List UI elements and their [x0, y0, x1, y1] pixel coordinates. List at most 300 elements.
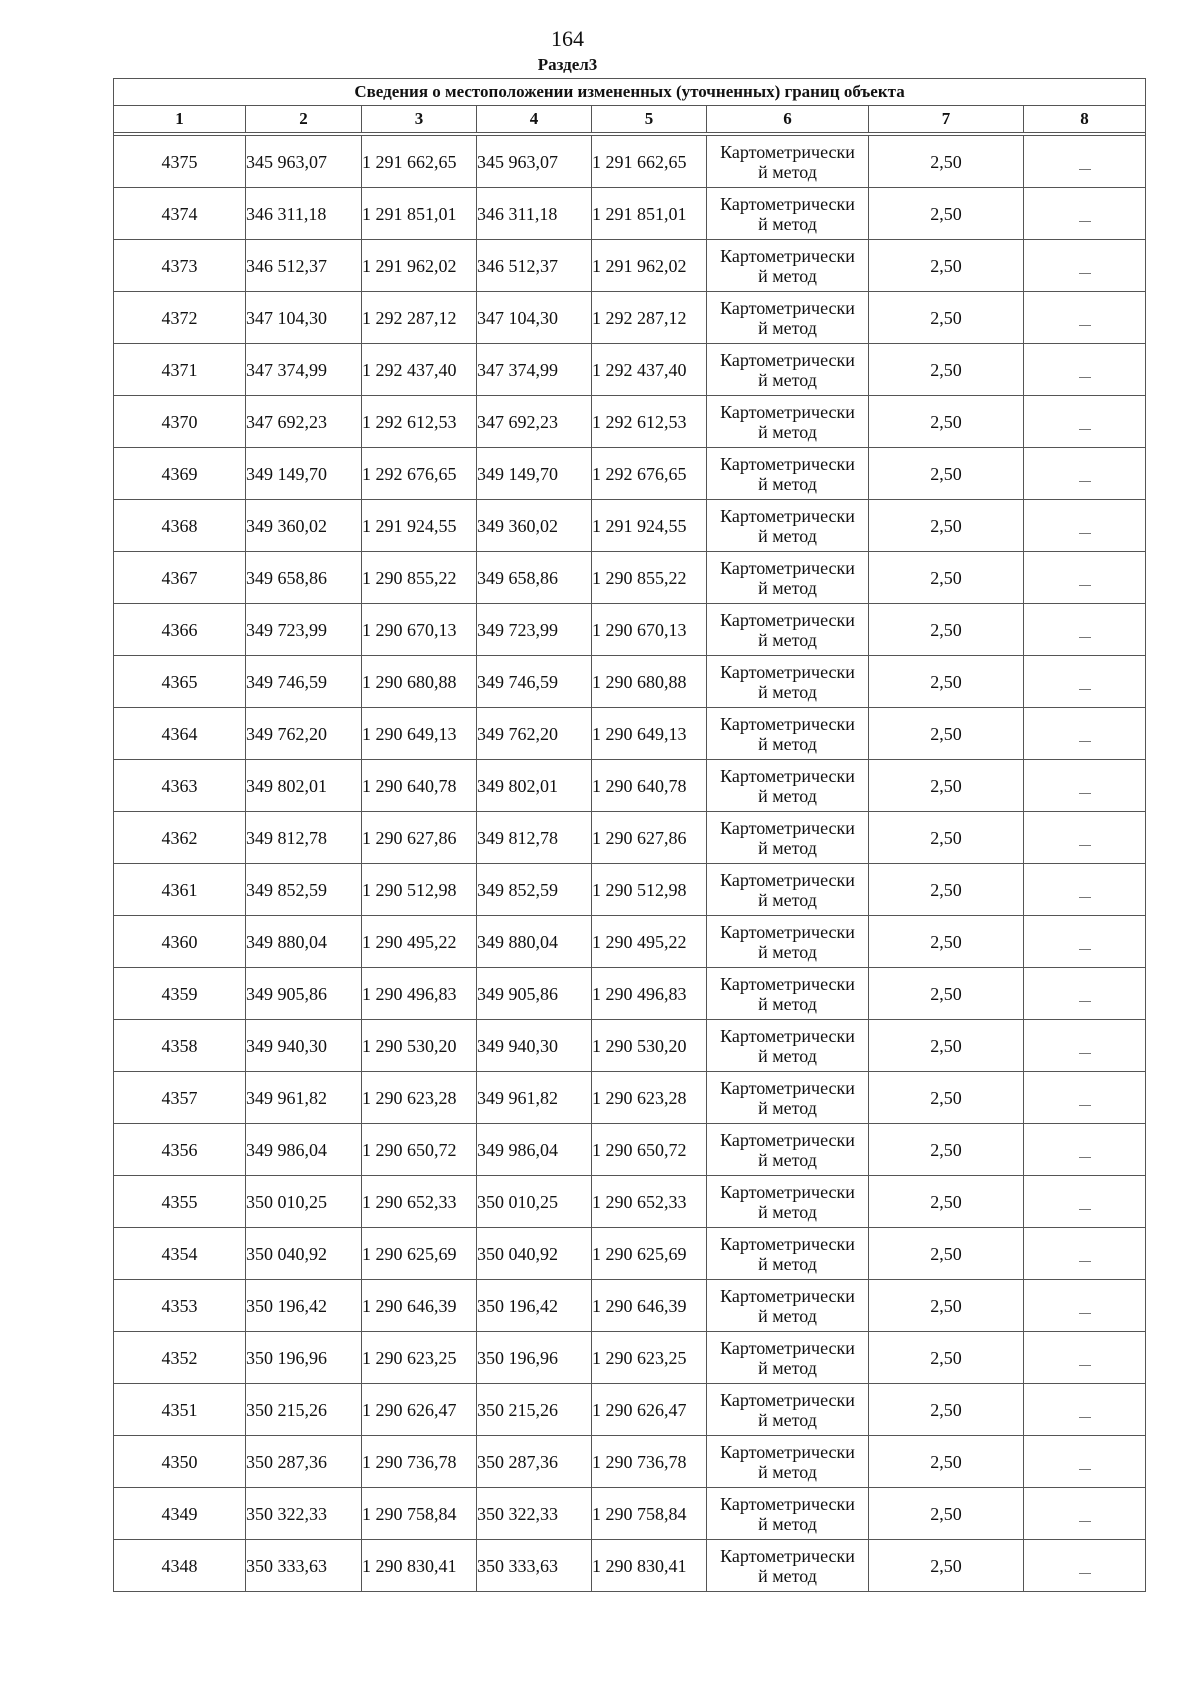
dash-mark [1079, 949, 1091, 950]
x-coordinate-new-cell: 349 812,78 [477, 812, 592, 864]
y-coordinate-new-cell: 1 290 495,22 [592, 916, 707, 968]
dash-mark [1079, 533, 1091, 534]
empty-value-cell [1024, 760, 1146, 812]
y-coordinate-cell: 1 290 670,13 [362, 604, 477, 656]
y-coordinate-new-cell: 1 292 612,53 [592, 396, 707, 448]
column-number: 2 [246, 106, 362, 133]
table-row [114, 916, 1146, 968]
accuracy-cell: 2,50 [869, 812, 1024, 864]
point-number-cell: 4363 [114, 760, 246, 812]
point-number-cell: 4362 [114, 812, 246, 864]
method-cell [707, 448, 869, 500]
x-coordinate-cell: 349 852,59 [246, 864, 362, 916]
method-cell [707, 1436, 869, 1488]
empty-value-cell [1024, 1072, 1146, 1124]
x-coordinate-cell: 346 512,37 [246, 240, 362, 292]
accuracy-cell: 2,50 [869, 188, 1024, 240]
empty-value-cell [1024, 812, 1146, 864]
accuracy-cell: 2,50 [869, 552, 1024, 604]
dash-mark [1079, 1105, 1091, 1106]
dash-mark [1079, 1157, 1091, 1158]
method-line-2: й метод [758, 161, 817, 182]
method-line-2: й метод [758, 993, 817, 1014]
table-row [114, 240, 1146, 292]
table-row [114, 604, 1146, 656]
x-coordinate-cell: 350 040,92 [246, 1228, 362, 1280]
y-coordinate-cell: 1 290 625,69 [362, 1228, 477, 1280]
method-line-1: Картометрически [720, 1025, 855, 1046]
empty-value-cell [1024, 656, 1146, 708]
point-number-cell: 4359 [114, 968, 246, 1020]
column-number: 6 [707, 106, 869, 133]
column-number-row [114, 106, 1146, 133]
table-row [114, 344, 1146, 396]
method-line-2: й метод [758, 1409, 817, 1430]
method-cell [707, 1124, 869, 1176]
method-line-1: Картометрически [720, 1129, 855, 1150]
method-cell [707, 188, 869, 240]
table-row [114, 760, 1146, 812]
point-number-cell: 4350 [114, 1436, 246, 1488]
point-number-cell: 4367 [114, 552, 246, 604]
y-coordinate-cell: 1 290 623,25 [362, 1332, 477, 1384]
table-caption-row [114, 79, 1146, 106]
dash-mark [1079, 1001, 1091, 1002]
y-coordinate-cell: 1 290 495,22 [362, 916, 477, 968]
method-cell [707, 1332, 869, 1384]
x-coordinate-new-cell: 349 880,04 [477, 916, 592, 968]
method-cell [707, 1280, 869, 1332]
table-row [114, 292, 1146, 344]
x-coordinate-cell: 350 196,42 [246, 1280, 362, 1332]
y-coordinate-new-cell: 1 290 758,84 [592, 1488, 707, 1540]
accuracy-cell: 2,50 [869, 344, 1024, 396]
dash-mark [1079, 429, 1091, 430]
accuracy-cell: 2,50 [869, 1332, 1024, 1384]
method-line-2: й метод [758, 369, 817, 390]
y-coordinate-cell: 1 292 612,53 [362, 396, 477, 448]
empty-value-cell [1024, 1436, 1146, 1488]
empty-value-cell [1024, 968, 1146, 1020]
method-cell [707, 136, 869, 188]
y-coordinate-cell: 1 292 676,65 [362, 448, 477, 500]
y-coordinate-cell: 1 290 640,78 [362, 760, 477, 812]
table-row [114, 1176, 1146, 1228]
empty-value-cell [1024, 864, 1146, 916]
method-cell [707, 656, 869, 708]
method-line-1: Картометрически [720, 765, 855, 786]
point-number-cell: 4375 [114, 136, 246, 188]
method-line-1: Картометрически [720, 921, 855, 942]
y-coordinate-cell: 1 290 512,98 [362, 864, 477, 916]
x-coordinate-new-cell: 349 360,02 [477, 500, 592, 552]
table-row [114, 396, 1146, 448]
point-number-cell: 4355 [114, 1176, 246, 1228]
x-coordinate-cell: 350 322,33 [246, 1488, 362, 1540]
x-coordinate-cell: 350 196,96 [246, 1332, 362, 1384]
x-coordinate-cell: 349 986,04 [246, 1124, 362, 1176]
method-line-1: Картометрически [720, 661, 855, 682]
table-row [114, 812, 1146, 864]
point-number-cell: 4366 [114, 604, 246, 656]
x-coordinate-new-cell: 347 374,99 [477, 344, 592, 396]
x-coordinate-cell: 349 762,20 [246, 708, 362, 760]
dash-mark [1079, 1573, 1091, 1574]
x-coordinate-cell: 345 963,07 [246, 136, 362, 188]
empty-value-cell [1024, 1124, 1146, 1176]
y-coordinate-new-cell: 1 291 962,02 [592, 240, 707, 292]
dash-mark [1079, 585, 1091, 586]
method-line-2: й метод [758, 525, 817, 546]
method-cell [707, 1176, 869, 1228]
dash-mark [1079, 1365, 1091, 1366]
point-number-cell: 4356 [114, 1124, 246, 1176]
column-number: 3 [362, 106, 477, 133]
empty-value-cell [1024, 1228, 1146, 1280]
dash-mark [1079, 897, 1091, 898]
accuracy-cell: 2,50 [869, 1436, 1024, 1488]
accuracy-cell: 2,50 [869, 604, 1024, 656]
method-line-2: й метод [758, 837, 817, 858]
accuracy-cell: 2,50 [869, 136, 1024, 188]
x-coordinate-cell: 347 692,23 [246, 396, 362, 448]
method-cell [707, 604, 869, 656]
empty-value-cell [1024, 1540, 1146, 1592]
point-number-cell: 4351 [114, 1384, 246, 1436]
y-coordinate-new-cell: 1 290 512,98 [592, 864, 707, 916]
empty-value-cell [1024, 136, 1146, 188]
y-coordinate-cell: 1 291 662,65 [362, 136, 477, 188]
y-coordinate-new-cell: 1 291 851,01 [592, 188, 707, 240]
point-number-cell: 4368 [114, 500, 246, 552]
point-number-cell: 4372 [114, 292, 246, 344]
dash-mark [1079, 273, 1091, 274]
x-coordinate-new-cell: 349 905,86 [477, 968, 592, 1020]
x-coordinate-new-cell: 349 658,86 [477, 552, 592, 604]
method-line-2: й метод [758, 785, 817, 806]
table-row [114, 1124, 1146, 1176]
column-number: 8 [1024, 106, 1146, 133]
point-number-cell: 4360 [114, 916, 246, 968]
method-line-2: й метод [758, 1305, 817, 1326]
method-cell [707, 396, 869, 448]
y-coordinate-new-cell: 1 290 680,88 [592, 656, 707, 708]
method-cell [707, 1488, 869, 1540]
x-coordinate-cell: 349 149,70 [246, 448, 362, 500]
x-coordinate-new-cell: 349 986,04 [477, 1124, 592, 1176]
y-coordinate-new-cell: 1 290 736,78 [592, 1436, 707, 1488]
accuracy-cell: 2,50 [869, 448, 1024, 500]
method-cell [707, 1540, 869, 1592]
method-cell [707, 500, 869, 552]
method-cell [707, 968, 869, 1020]
y-coordinate-cell: 1 290 736,78 [362, 1436, 477, 1488]
point-number-cell: 4358 [114, 1020, 246, 1072]
accuracy-cell: 2,50 [869, 1176, 1024, 1228]
point-number-cell: 4354 [114, 1228, 246, 1280]
empty-value-cell [1024, 1488, 1146, 1540]
section-title: Раздел3 [537, 55, 598, 74]
y-coordinate-cell: 1 290 652,33 [362, 1176, 477, 1228]
y-coordinate-new-cell: 1 290 530,20 [592, 1020, 707, 1072]
x-coordinate-new-cell: 345 963,07 [477, 136, 592, 188]
x-coordinate-new-cell: 350 040,92 [477, 1228, 592, 1280]
method-line-2: й метод [758, 265, 817, 286]
page-number: 164 [551, 26, 584, 51]
method-line-2: й метод [758, 1357, 817, 1378]
x-coordinate-cell: 349 723,99 [246, 604, 362, 656]
dash-mark [1079, 377, 1091, 378]
y-coordinate-cell: 1 291 924,55 [362, 500, 477, 552]
method-line-2: й метод [758, 629, 817, 650]
x-coordinate-new-cell: 349 961,82 [477, 1072, 592, 1124]
y-coordinate-cell: 1 290 627,86 [362, 812, 477, 864]
empty-value-cell [1024, 500, 1146, 552]
accuracy-cell: 2,50 [869, 396, 1024, 448]
dash-mark [1079, 793, 1091, 794]
y-coordinate-new-cell: 1 290 650,72 [592, 1124, 707, 1176]
accuracy-cell: 2,50 [869, 864, 1024, 916]
y-coordinate-new-cell: 1 290 646,39 [592, 1280, 707, 1332]
accuracy-cell: 2,50 [869, 500, 1024, 552]
method-line-1: Картометрически [720, 1077, 855, 1098]
y-coordinate-new-cell: 1 290 623,28 [592, 1072, 707, 1124]
point-number-cell: 4361 [114, 864, 246, 916]
table-row [114, 136, 1146, 188]
x-coordinate-new-cell: 350 010,25 [477, 1176, 592, 1228]
empty-value-cell [1024, 396, 1146, 448]
method-line-1: Картометрически [720, 245, 855, 266]
method-cell [707, 292, 869, 344]
x-coordinate-cell: 350 215,26 [246, 1384, 362, 1436]
x-coordinate-cell: 347 104,30 [246, 292, 362, 344]
method-cell [707, 864, 869, 916]
table-row [114, 708, 1146, 760]
accuracy-cell: 2,50 [869, 1228, 1024, 1280]
dash-mark [1079, 1469, 1091, 1470]
y-coordinate-cell: 1 290 855,22 [362, 552, 477, 604]
empty-value-cell [1024, 344, 1146, 396]
method-cell [707, 344, 869, 396]
method-line-2: й метод [758, 733, 817, 754]
dash-mark [1079, 845, 1091, 846]
accuracy-cell: 2,50 [869, 1280, 1024, 1332]
method-line-1: Картометрически [720, 453, 855, 474]
accuracy-cell: 2,50 [869, 656, 1024, 708]
y-coordinate-cell: 1 290 646,39 [362, 1280, 477, 1332]
point-number-cell: 4353 [114, 1280, 246, 1332]
column-number: 4 [477, 106, 592, 133]
x-coordinate-cell: 349 658,86 [246, 552, 362, 604]
x-coordinate-new-cell: 350 196,42 [477, 1280, 592, 1332]
method-line-1: Картометрически [720, 1233, 855, 1254]
dash-mark [1079, 481, 1091, 482]
y-coordinate-cell: 1 290 649,13 [362, 708, 477, 760]
x-coordinate-new-cell: 349 149,70 [477, 448, 592, 500]
accuracy-cell: 2,50 [869, 1124, 1024, 1176]
method-line-1: Картометрически [720, 1181, 855, 1202]
point-number-cell: 4370 [114, 396, 246, 448]
y-coordinate-new-cell: 1 290 670,13 [592, 604, 707, 656]
table-row [114, 448, 1146, 500]
method-line-1: Картометрически [720, 1493, 855, 1514]
method-cell [707, 552, 869, 604]
dash-mark [1079, 637, 1091, 638]
x-coordinate-new-cell: 350 322,33 [477, 1488, 592, 1540]
x-coordinate-cell: 349 360,02 [246, 500, 362, 552]
table-row [114, 1072, 1146, 1124]
y-coordinate-new-cell: 1 290 649,13 [592, 708, 707, 760]
empty-value-cell [1024, 1332, 1146, 1384]
method-line-2: й метод [758, 213, 817, 234]
table-row [114, 188, 1146, 240]
y-coordinate-cell: 1 292 287,12 [362, 292, 477, 344]
method-cell [707, 1072, 869, 1124]
x-coordinate-new-cell: 349 746,59 [477, 656, 592, 708]
y-coordinate-cell: 1 292 437,40 [362, 344, 477, 396]
dash-mark [1079, 1313, 1091, 1314]
method-line-2: й метод [758, 421, 817, 442]
x-coordinate-cell: 346 311,18 [246, 188, 362, 240]
y-coordinate-cell: 1 291 851,01 [362, 188, 477, 240]
method-cell [707, 708, 869, 760]
method-line-2: й метод [758, 1097, 817, 1118]
accuracy-cell: 2,50 [869, 1072, 1024, 1124]
x-coordinate-new-cell: 350 196,96 [477, 1332, 592, 1384]
y-coordinate-cell: 1 291 962,02 [362, 240, 477, 292]
y-coordinate-new-cell: 1 290 625,69 [592, 1228, 707, 1280]
method-line-1: Картометрически [720, 505, 855, 526]
method-line-1: Картометрически [720, 1285, 855, 1306]
y-coordinate-new-cell: 1 290 496,83 [592, 968, 707, 1020]
table-row [114, 1332, 1146, 1384]
point-number-cell: 4373 [114, 240, 246, 292]
dash-mark [1079, 325, 1091, 326]
point-number-cell: 4352 [114, 1332, 246, 1384]
y-coordinate-new-cell: 1 292 437,40 [592, 344, 707, 396]
accuracy-cell: 2,50 [869, 1020, 1024, 1072]
empty-value-cell [1024, 1176, 1146, 1228]
y-coordinate-cell: 1 290 650,72 [362, 1124, 477, 1176]
table-row [114, 656, 1146, 708]
method-line-2: й метод [758, 473, 817, 494]
dash-mark [1079, 741, 1091, 742]
boundary-coordinates-table [113, 78, 1146, 1592]
empty-value-cell [1024, 708, 1146, 760]
accuracy-cell: 2,50 [869, 968, 1024, 1020]
point-number-cell: 4348 [114, 1540, 246, 1592]
table-row [114, 1384, 1146, 1436]
method-line-2: й метод [758, 1253, 817, 1274]
method-cell [707, 760, 869, 812]
method-line-2: й метод [758, 1513, 817, 1534]
accuracy-cell: 2,50 [869, 1488, 1024, 1540]
column-number: 7 [869, 106, 1024, 133]
method-line-2: й метод [758, 889, 817, 910]
table-row [114, 1488, 1146, 1540]
x-coordinate-new-cell: 350 287,36 [477, 1436, 592, 1488]
y-coordinate-cell: 1 290 623,28 [362, 1072, 477, 1124]
dash-mark [1079, 1417, 1091, 1418]
method-line-2: й метод [758, 317, 817, 338]
column-number: 5 [592, 106, 707, 133]
dash-mark [1079, 1261, 1091, 1262]
y-coordinate-new-cell: 1 291 662,65 [592, 136, 707, 188]
x-coordinate-cell: 349 802,01 [246, 760, 362, 812]
y-coordinate-new-cell: 1 290 626,47 [592, 1384, 707, 1436]
y-coordinate-cell: 1 290 680,88 [362, 656, 477, 708]
empty-value-cell [1024, 240, 1146, 292]
x-coordinate-cell: 350 010,25 [246, 1176, 362, 1228]
point-number-cell: 4371 [114, 344, 246, 396]
method-line-2: й метод [758, 1201, 817, 1222]
method-line-2: й метод [758, 577, 817, 598]
table-row [114, 864, 1146, 916]
method-line-2: й метод [758, 681, 817, 702]
method-cell [707, 240, 869, 292]
dash-mark [1079, 1521, 1091, 1522]
dash-mark [1079, 221, 1091, 222]
x-coordinate-new-cell: 347 104,30 [477, 292, 592, 344]
x-coordinate-cell: 349 880,04 [246, 916, 362, 968]
method-cell [707, 916, 869, 968]
column-number: 1 [114, 106, 246, 133]
y-coordinate-cell: 1 290 830,41 [362, 1540, 477, 1592]
x-coordinate-cell: 349 961,82 [246, 1072, 362, 1124]
x-coordinate-cell: 349 940,30 [246, 1020, 362, 1072]
empty-value-cell [1024, 1384, 1146, 1436]
method-line-1: Картометрически [720, 297, 855, 318]
x-coordinate-new-cell: 349 852,59 [477, 864, 592, 916]
table-caption: Сведения о местоположении измененных (уточненных) границ объекта [114, 79, 1146, 106]
method-line-2: й метод [758, 941, 817, 962]
accuracy-cell: 2,50 [869, 760, 1024, 812]
dash-mark [1079, 1209, 1091, 1210]
method-line-2: й метод [758, 1045, 817, 1066]
method-line-1: Картометрически [720, 193, 855, 214]
y-coordinate-cell: 1 290 626,47 [362, 1384, 477, 1436]
point-number-cell: 4365 [114, 656, 246, 708]
x-coordinate-new-cell: 346 311,18 [477, 188, 592, 240]
y-coordinate-new-cell: 1 290 640,78 [592, 760, 707, 812]
accuracy-cell: 2,50 [869, 1540, 1024, 1592]
accuracy-cell: 2,50 [869, 708, 1024, 760]
empty-value-cell [1024, 1020, 1146, 1072]
x-coordinate-cell: 349 905,86 [246, 968, 362, 1020]
method-line-1: Картометрически [720, 817, 855, 838]
table-body [114, 133, 1146, 1592]
method-line-2: й метод [758, 1149, 817, 1170]
empty-value-cell [1024, 188, 1146, 240]
x-coordinate-new-cell: 349 723,99 [477, 604, 592, 656]
y-coordinate-new-cell: 1 290 623,25 [592, 1332, 707, 1384]
table-row [114, 1280, 1146, 1332]
table-row [114, 1228, 1146, 1280]
method-line-1: Картометрически [720, 1441, 855, 1462]
method-line-1: Картометрически [720, 557, 855, 578]
y-coordinate-cell: 1 290 496,83 [362, 968, 477, 1020]
table-row [114, 1020, 1146, 1072]
y-coordinate-cell: 1 290 758,84 [362, 1488, 477, 1540]
x-coordinate-new-cell: 350 333,63 [477, 1540, 592, 1592]
point-number-cell: 4369 [114, 448, 246, 500]
method-cell [707, 812, 869, 864]
empty-value-cell [1024, 292, 1146, 344]
table-row [114, 552, 1146, 604]
x-coordinate-new-cell: 346 512,37 [477, 240, 592, 292]
table-row [114, 968, 1146, 1020]
x-coordinate-cell: 350 333,63 [246, 1540, 362, 1592]
